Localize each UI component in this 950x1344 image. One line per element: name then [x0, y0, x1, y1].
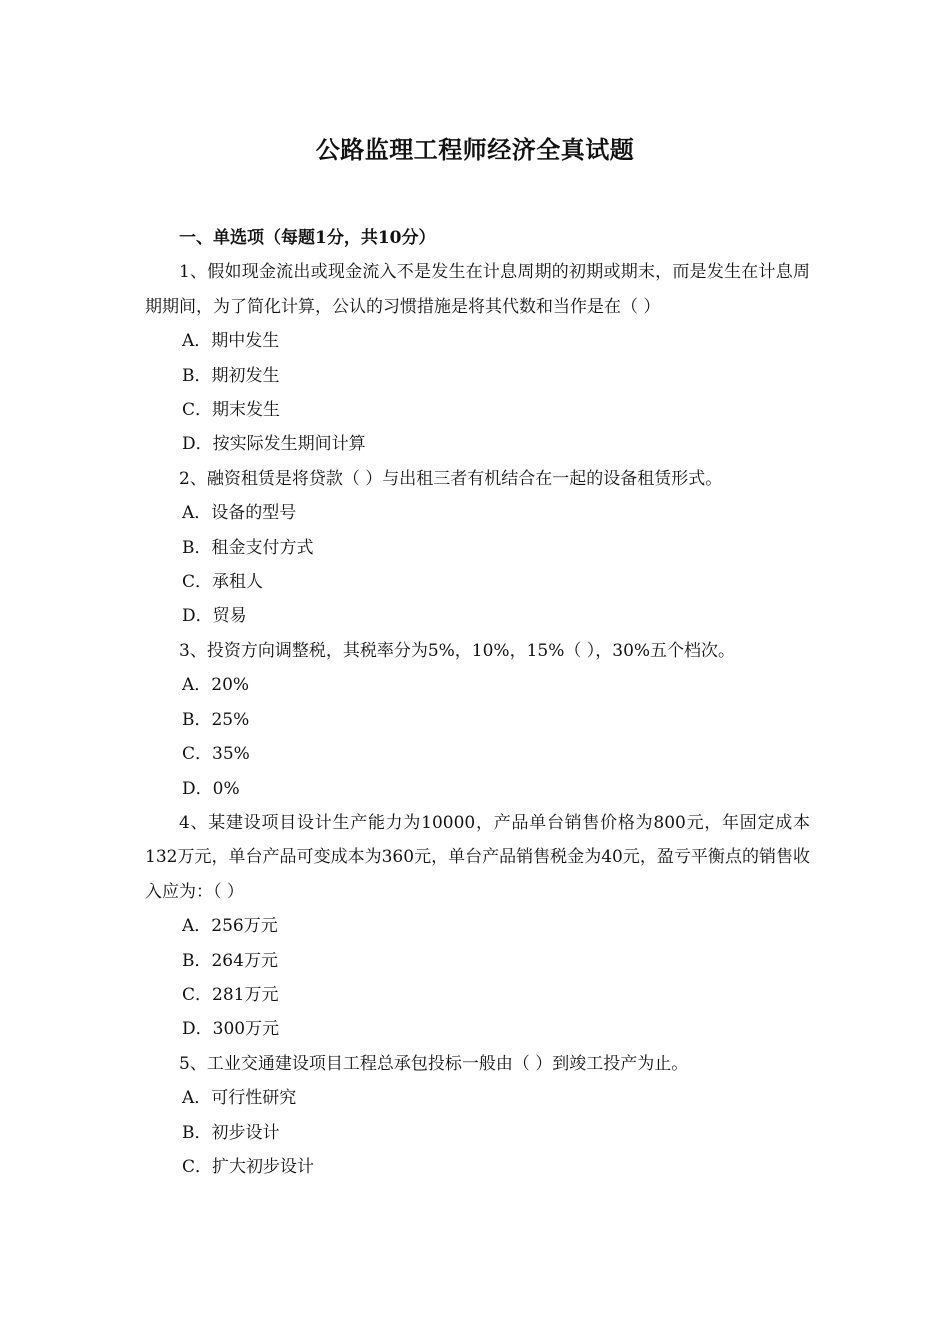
question-1-option-a: A．期中发生 — [182, 331, 280, 352]
question-3-option-a: A．20% — [182, 675, 250, 696]
question-3 — [145, 634, 810, 806]
question-4-option-c: C．281万元 — [182, 984, 279, 1005]
question-2-text: 2、融资租赁是将贷款（ ）与出租三者有机结合在一起的设备租赁形式。 — [179, 468, 723, 489]
question-2-option-a: A．设备的型号 — [182, 503, 297, 524]
question-5 — [145, 1047, 810, 1185]
question-5-text: 5、工业交通建设项目工程总承包投标一般由（ ）到竣工投产为止。 — [179, 1053, 689, 1074]
question-4-option-a: A．256万元 — [182, 916, 278, 937]
question-3-text: 3、投资方向调整税，其税率分为5%，10%，15%（ ），30%五个档次。 — [179, 640, 736, 661]
question-4-option-b: B．264万元 — [182, 950, 278, 971]
question-1-option-d: D．按实际发生期间计算 — [182, 434, 366, 455]
document-body — [145, 221, 810, 1184]
question-4 — [145, 806, 810, 1047]
question-5-option-a: A．可行性研究 — [182, 1088, 297, 1109]
question-5-option-b: B．初步设计 — [182, 1122, 280, 1143]
question-5-option-c: C．扩大初步设计 — [182, 1156, 315, 1177]
question-3-option-d: D．0% — [182, 778, 240, 799]
question-3-option-b: B．25% — [182, 709, 250, 730]
document-title: 公路监理工程师经济全真试题 — [315, 135, 635, 164]
section-heading: 一、单选项（每题1分，共10分） — [179, 228, 436, 248]
question-2 — [145, 462, 810, 634]
question-2-option-c: C．承租人 — [182, 572, 264, 593]
question-1-option-b: B．期初发生 — [182, 365, 280, 386]
question-1 — [145, 255, 810, 461]
question-3-option-c: C．35% — [182, 744, 250, 765]
question-2-option-b: B．租金支付方式 — [182, 537, 314, 558]
question-4-text: 4、某建设项目设计生产能力为10000，产品单台销售价格为800元，年固定成本132万元，单台产品可变成本为360元，单台产品销售税金为40元，盈亏平衡点的销售收入应为：（ ） — [145, 812, 810, 902]
question-4-option-d: D．300万元 — [182, 1019, 280, 1040]
question-1-text: 1、假如现金流出或现金流入不是发生在计息周期的初期或期末，而是发生在计息周期期间，为了简化计算，公认的习惯措施是将其代数和当作是在（ ） — [145, 262, 810, 317]
question-2-option-d: D．贸易 — [182, 606, 247, 627]
question-1-option-c: C．期末发生 — [182, 400, 281, 421]
